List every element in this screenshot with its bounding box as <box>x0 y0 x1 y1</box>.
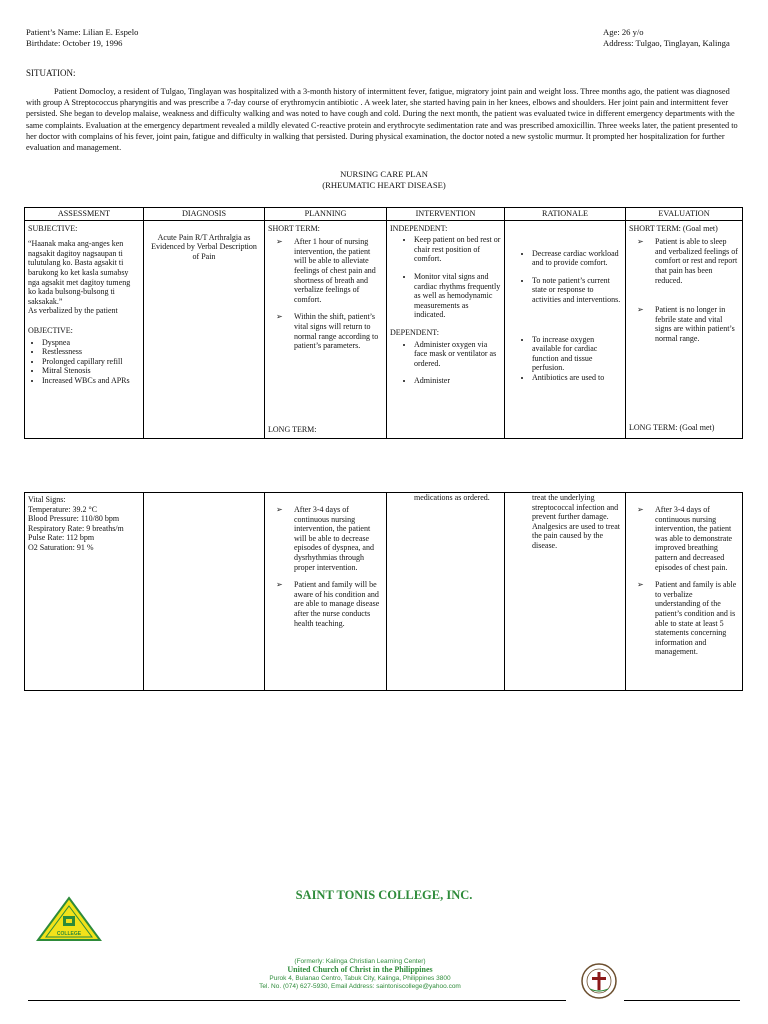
table-row <box>25 220 743 438</box>
footer-divider-right <box>624 1000 740 1001</box>
table-header-row <box>25 208 743 221</box>
patient-name: Patient’s Name: Lilian E. Espelo <box>26 27 139 37</box>
footer-address: Purok 4, Bulanao Centro, Tabuk City, Kalinga, Philippines 3800 <box>269 974 451 982</box>
planning-short-label: SHORT TERM: <box>268 223 320 233</box>
list-item: • Keep patient on bed rest or chair rest position of comfort. <box>414 235 501 264</box>
list-item: • Monitor vital signs and cardiac rhythms frequently as well as hemodynamic measurements as indicated. <box>414 272 501 320</box>
intervention-cell <box>387 220 505 438</box>
header-rationale: RATIONALE <box>505 208 626 221</box>
list-item: • Administer <box>414 376 501 386</box>
subjective-label: SUBJECTIVE: <box>28 223 78 233</box>
logo-text: COLLEGE <box>56 931 82 937</box>
administer-continuation: medications as ordered. <box>414 493 490 502</box>
arrow-bullet-icon: ➢ <box>637 305 644 315</box>
care-plan-subtitle: (RHEUMATIC HEART DISEASE) <box>322 180 446 190</box>
verbalized-note: As verbalized by the patient <box>28 306 118 316</box>
footer-church: United Church of Christ in the Philippines <box>287 965 433 975</box>
patient-age: Age: 26 y/o <box>603 27 644 37</box>
care-plan-title-line: NURSING CARE PLAN <box>340 169 428 179</box>
list-item: • Antibiotics are used to <box>532 373 622 383</box>
list-item: • Dyspnea <box>42 338 140 348</box>
diagnosis-text: Acute Pain R/T Arthralgia as Evidenced by Verbal Description of Pain <box>151 232 257 261</box>
vital-signs-cell <box>25 493 144 691</box>
care-plan-table-part-1 <box>24 207 743 439</box>
college-logo-icon <box>36 896 102 942</box>
vital-signs-line: Vital Signs: <box>28 495 66 504</box>
diagnosis-cell <box>144 220 265 438</box>
arrow-bullet-icon: ➢ <box>276 237 283 247</box>
list-item: ➢ After 3-4 days of continuous nursing intervention, the patient was able to demonstrate improved breathing pattern and decreased episodes of chest pain. <box>637 505 733 572</box>
rationale-list <box>508 249 622 383</box>
arrow-bullet-icon: ➢ <box>276 580 283 590</box>
footer-divider-left <box>28 1000 566 1001</box>
vital-signs-line: Pulse Rate: 112 bpm <box>28 533 95 543</box>
antibiotics-continuation: treat the underlying streptococcal infection and prevent further damage. Analgesics are used to treat the pain caused by the disease. <box>532 493 620 550</box>
list-item: ➢ After 3-4 days of continuous nursing intervention, the patient will be able to decrease episodes of dyspnea, and dysrhythmias through proper intervention. <box>276 505 374 572</box>
subjective-quote: “Haanak maka ang-anges ken nagsakit dagitoy nagsaupan ti tulutulang ko. Basta agsakit ti barukong ko ket kasla sumabsy nga agsakit met dagitoy tumeng ko kada bulsong-bulsong ti saksakak.” <box>28 239 131 306</box>
planning-long-label: LONG TERM: <box>268 424 317 434</box>
list-item: • Increased WBCs and APRs <box>42 376 140 386</box>
list-item: • Restlessness <box>42 347 140 357</box>
arrow-bullet-icon: ➢ <box>276 505 283 514</box>
patient-birthdate: Birthdate: October 19, 1996 <box>26 38 123 48</box>
dependent-list <box>390 340 501 386</box>
vital-signs-line: Temperature: 39.2 °C <box>28 504 98 514</box>
intervention-cell-cont <box>387 493 505 691</box>
vital-signs-line: Respiratory Rate: 9 breaths/m <box>28 523 124 533</box>
list-item: ➢ After 1 hour of nursing intervention, the patient will be able to alleviate feelings of chest pain and shortness of breath and verbalize feelings of comfort. <box>276 237 376 304</box>
vital-signs-line: O2 Saturation: 91 % <box>28 542 94 552</box>
list-item: ➢ Patient is no longer in febrile state and vital signs are within patient’s normal range. <box>637 305 735 343</box>
care-plan-title <box>0 169 768 191</box>
list-item: • Prolonged capillary refill <box>42 357 140 367</box>
evaluation-cell <box>626 220 743 438</box>
arrow-bullet-icon: ➢ <box>637 505 644 514</box>
header-assessment: ASSESSMENT <box>25 208 144 221</box>
dependent-label: DEPENDENT: <box>390 327 439 337</box>
arrow-bullet-icon: ➢ <box>637 237 644 247</box>
church-seal-icon <box>580 962 618 1000</box>
header-planning: PLANNING <box>265 208 387 221</box>
list-item: • To increase oxygen available for cardiac function and tissue perfusion. <box>532 335 622 373</box>
rationale-cell-cont <box>505 493 626 691</box>
rationale-cell <box>505 220 626 438</box>
patient-address: Address: Tulgao, Tinglayan, Kalinga <box>603 38 730 48</box>
planning-short-list <box>268 237 383 351</box>
evaluation-cell-cont <box>626 493 743 691</box>
objective-label: OBJECTIVE: <box>28 325 73 335</box>
list-item: ➢ Within the shift, patient’s vital signs will return to normal range according to patient’s parameters. <box>276 312 379 351</box>
list-item: • Decrease cardiac workload and to provide comfort. <box>532 249 622 268</box>
list-item: ➢ Patient and family will be aware of his condition and are able to manage disease after the nurse conducts health teaching. <box>276 580 380 628</box>
situation-label: SITUATION: <box>26 68 76 78</box>
situation-text: Patient Domocloy, a resident of Tulgao, Tinglayan was hospitalized with a 3-month history of intermittent fever, fatigue, migratory joint pain and weight loss. Three months ago, the patient was diagnosed with group A Streptococcus pharyngitis and was prescribe a 7-day course of erythromycin antibiotic . A week later, she started having pain in her knees, elbows and shoulders. Her joint pain and intermittent fever persisted. She began to develop malaise, weakness and difficulty walking and was noted to have cough and cold. During the next month, the patient was evaluated twice in different emergency departments with the same complaints. Evaluation at the emergency department revealed a mildly elevated C-reactive protein and erythrocyte sedimentation rate and was prescribed amoxicillin. Three weeks later, the patient presented to her doctor with complains of his fever, joint pain, fatigue and difficulty in walking that persisted. During physical examination, the doctor noted a new systolic murmur. It prompted her hospitalization for further evaluation and management. <box>26 87 738 153</box>
list-item: ➢ Patient and family is able to verbalize understanding of the patient’s condition and is able to state at least 5 statements concerning information and management. <box>637 580 737 657</box>
evaluation-long-list <box>629 505 739 657</box>
planning-cell <box>265 220 387 438</box>
evaluation-short-label: SHORT TERM: (Goal met) <box>629 223 718 233</box>
footer-info <box>170 958 550 992</box>
evaluation-long-label: LONG TERM: (Goal met) <box>629 422 715 432</box>
objective-list <box>28 338 140 386</box>
arrow-bullet-icon: ➢ <box>276 312 283 322</box>
evaluation-short-list <box>629 237 739 343</box>
table-row <box>25 493 743 691</box>
vital-signs-line: Blood Pressure: 110/80 bpm <box>28 514 120 524</box>
header-evaluation: EVALUATION <box>626 208 743 221</box>
list-item: • Administer oxygen via face mask or ventilator as ordered. <box>414 340 501 369</box>
list-item: • To note patient’s current state or response to activities and interventions. <box>532 276 622 305</box>
list-item: ➢ Patient is able to sleep and verbalized feelings of comfort or rest and report that pain has been reduced. <box>637 237 738 285</box>
planning-cell-cont <box>265 493 387 691</box>
footer-formerly: (Formerly: Kalinga Christian Learning Center) <box>294 958 426 965</box>
header-intervention: INTERVENTION <box>387 208 505 221</box>
independent-list <box>390 235 501 320</box>
list-item: • Mitral Stenosis <box>42 366 140 376</box>
diagnosis-cell-cont <box>144 493 265 691</box>
header-diagnosis: DIAGNOSIS <box>144 208 265 221</box>
planning-long-list <box>268 505 383 628</box>
college-name: SAINT TONIS COLLEGE, INC. <box>295 888 473 902</box>
care-plan-table-part-2 <box>24 492 743 691</box>
assessment-cell <box>25 220 144 438</box>
footer-contact: Tel. No. (074) 627-5930, Email Address: saintoniscollege@yahoo.com <box>259 983 461 991</box>
independent-label: INDEPENDENT: <box>390 223 448 233</box>
arrow-bullet-icon: ➢ <box>637 580 644 590</box>
